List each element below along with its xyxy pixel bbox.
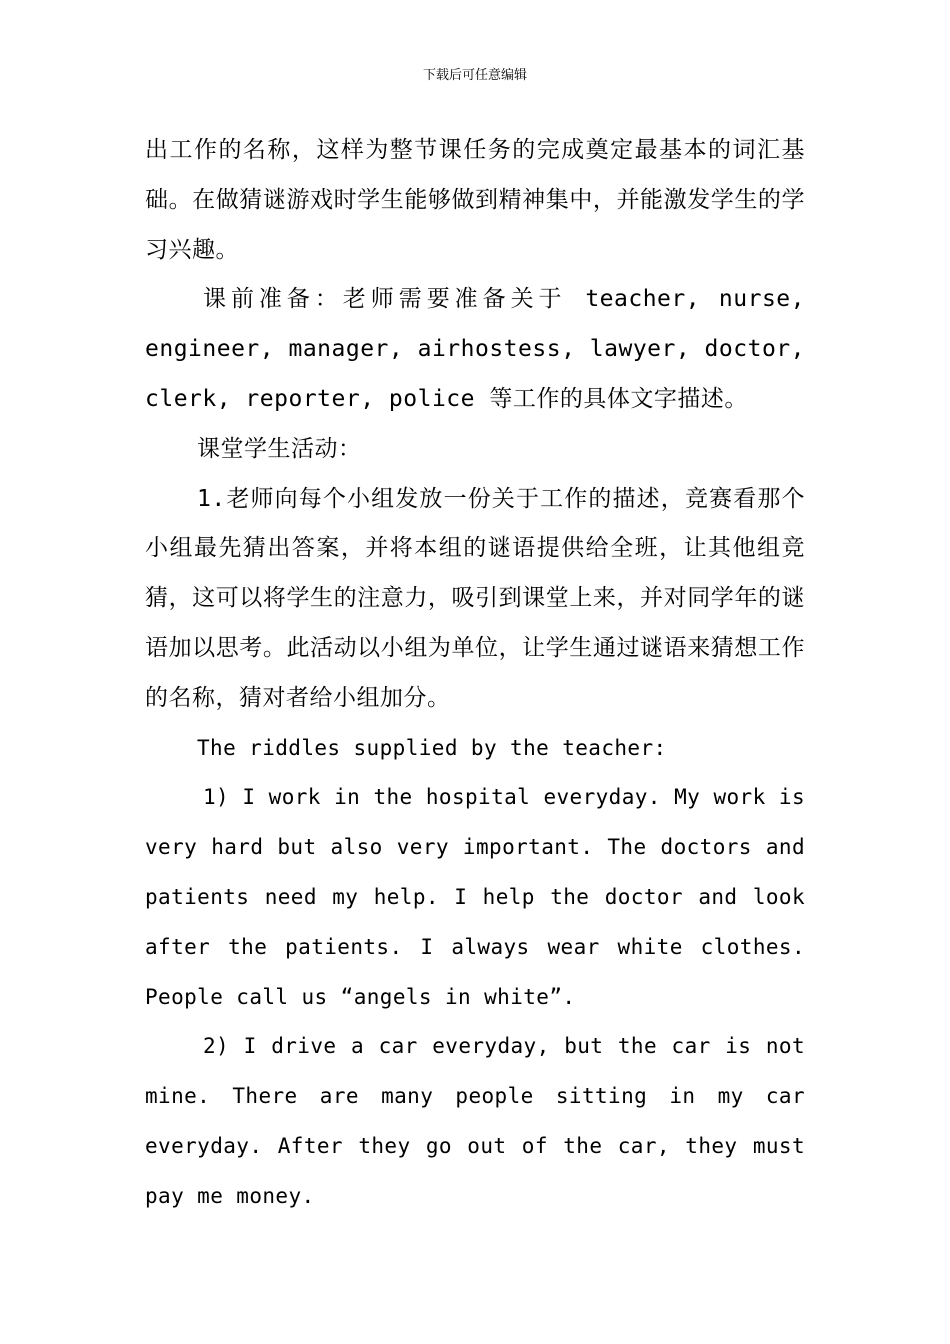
paragraph-vocabulary-basis: 出工作的名称，这样为整节课任务的完成奠定最基本的词汇基础。在做猜谜游戏时学生能够做到精神集中，并能激发学生的学习兴趣。 xyxy=(145,137,805,263)
paragraph-riddles-intro: The riddles supplied by the teacher: xyxy=(197,735,667,760)
paragraph-preparation: 课前准备：老师需要准备关于 teacher, nurse, engineer, manager, airhostess, lawyer, doctor, clerk, reporter, police 等工作的具体文字描述。 xyxy=(145,286,805,412)
paragraph-activity-1: 1.老师向每个小组发放一份关于工作的描述，竞赛看那个小组最先猜出答案，并将本组的谜语提供给全班，让其他组竞猜，这可以将学生的注意力，吸引到课堂上来，并对同学年的谜语加以思考。此活动以小组为单位，让学生通过谜语来猜想工作的名称，猜对者给小组加分。 xyxy=(145,485,805,711)
paragraph-riddle-2: 2) I drive a car everyday, but the car is not mine. There are many people sitting in my car everyday. After they go out of the car, they must pay me money. xyxy=(145,1034,805,1208)
paragraph-riddle-1: 1) I work in the hospital everyday. My work is very hard but also very important. The doctors and patients need my help. I help the doctor and look after the patients. I always wear white clothes. People call us “angels in white”. xyxy=(145,785,805,1009)
paragraph-activity-heading: 课堂学生活动： xyxy=(197,435,362,462)
header-note: 下载后可任意编辑 xyxy=(422,68,527,83)
document-body xyxy=(145,126,805,1222)
